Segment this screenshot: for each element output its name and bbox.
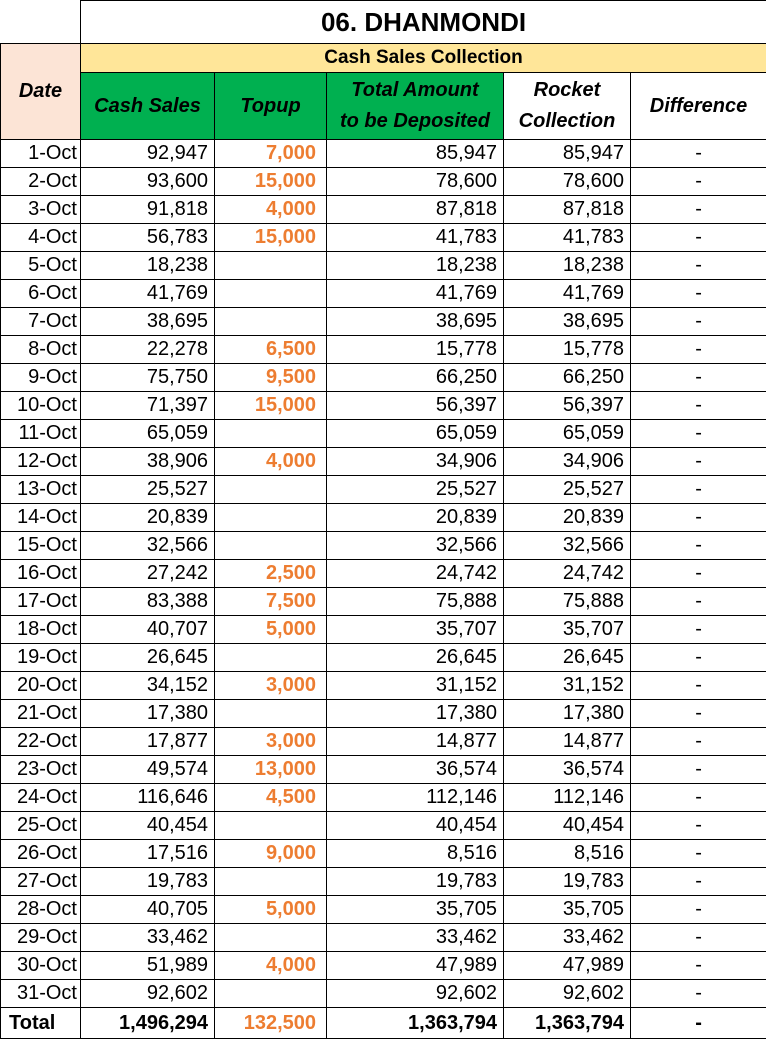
date-cell: 13-Oct xyxy=(1,476,81,504)
total-deposit-cell: 35,705 xyxy=(327,896,504,924)
topup-cell: 9,000 xyxy=(215,840,327,868)
table-row xyxy=(1,224,766,252)
rocket-collection-cell: 66,250 xyxy=(504,364,631,392)
date-cell: 27-Oct xyxy=(1,868,81,896)
topup-cell: 13,000 xyxy=(215,756,327,784)
table-row xyxy=(1,140,766,168)
cash-sales-cell: 51,989 xyxy=(81,952,215,980)
cash-sales-header: Cash Sales xyxy=(81,73,215,140)
total-row xyxy=(1,1008,766,1039)
rocket-collection-cell: 85,947 xyxy=(504,140,631,168)
rocket-collection-cell: 18,238 xyxy=(504,252,631,280)
rocket-collection-cell: 75,888 xyxy=(504,588,631,616)
table-row xyxy=(1,616,766,644)
difference-cell: - xyxy=(631,252,766,280)
cash-sales-cell: 38,695 xyxy=(81,308,215,336)
difference-cell: - xyxy=(631,336,766,364)
topup-cell xyxy=(215,280,327,308)
cash-sales-cell: 17,516 xyxy=(81,840,215,868)
topup-cell: 4,500 xyxy=(215,784,327,812)
difference-cell: - xyxy=(631,504,766,532)
topup-header: Topup xyxy=(215,73,327,140)
date-cell: 6-Oct xyxy=(1,280,81,308)
cash-sales-cell: 93,600 xyxy=(81,168,215,196)
total-deposit-cell: 26,645 xyxy=(327,644,504,672)
topup-cell xyxy=(215,812,327,840)
rocket-collection-cell: 15,778 xyxy=(504,336,631,364)
topup-cell xyxy=(215,924,327,952)
difference-cell: - xyxy=(631,532,766,560)
topup-cell xyxy=(215,532,327,560)
topup-cell: 4,000 xyxy=(215,196,327,224)
cash-sales-cell: 17,877 xyxy=(81,728,215,756)
topup-cell: 4,000 xyxy=(215,448,327,476)
rocket-collection-cell: 47,989 xyxy=(504,952,631,980)
date-cell: 5-Oct xyxy=(1,252,81,280)
rocket-collection-cell: 41,769 xyxy=(504,280,631,308)
sheet-title: 06. DHANMONDI xyxy=(81,1,766,44)
cash-sales-cell: 65,059 xyxy=(81,420,215,448)
table-row xyxy=(1,476,766,504)
cash-sales-cell: 32,566 xyxy=(81,532,215,560)
total-deposit-header xyxy=(327,73,504,140)
topup-cell: 15,000 xyxy=(215,168,327,196)
cash-sales-cell: 38,906 xyxy=(81,448,215,476)
rocket-collection-cell: 19,783 xyxy=(504,868,631,896)
difference-cell: - xyxy=(631,896,766,924)
rocket-collection-cell: 78,600 xyxy=(504,168,631,196)
difference-cell: - xyxy=(631,784,766,812)
table-row xyxy=(1,924,766,952)
date-cell: 31-Oct xyxy=(1,980,81,1008)
topup-cell xyxy=(215,252,327,280)
rocket-collection-cell: 20,839 xyxy=(504,504,631,532)
table-row xyxy=(1,952,766,980)
difference-cell: - xyxy=(631,812,766,840)
date-cell: 11-Oct xyxy=(1,420,81,448)
cash-sales-cell: 40,705 xyxy=(81,896,215,924)
total-deposit-header-line2: to be Deposited xyxy=(339,110,490,132)
date-cell: 22-Oct xyxy=(1,728,81,756)
table-row xyxy=(1,784,766,812)
rocket-collection-cell: 8,516 xyxy=(504,840,631,868)
difference-cell: - xyxy=(631,140,766,168)
section-subtitle: Cash Sales Collection xyxy=(81,44,766,73)
table-row xyxy=(1,448,766,476)
cash-sales-cell: 26,645 xyxy=(81,644,215,672)
table-row xyxy=(1,840,766,868)
topup-cell: 6,500 xyxy=(215,336,327,364)
topup-cell: 3,000 xyxy=(215,728,327,756)
table-row xyxy=(1,364,766,392)
rocket-collection-cell: 92,602 xyxy=(504,980,631,1008)
difference-cell: - xyxy=(631,700,766,728)
table-row xyxy=(1,728,766,756)
table-row xyxy=(1,644,766,672)
title-row xyxy=(1,1,766,44)
date-cell: 28-Oct xyxy=(1,896,81,924)
difference-cell: - xyxy=(631,868,766,896)
date-cell: 30-Oct xyxy=(1,952,81,980)
topup-cell: 15,000 xyxy=(215,392,327,420)
difference-cell: - xyxy=(631,588,766,616)
date-cell: 19-Oct xyxy=(1,644,81,672)
total-deposit-cell: 18,238 xyxy=(327,252,504,280)
difference-cell: - xyxy=(631,840,766,868)
total-difference: - xyxy=(631,1008,766,1039)
date-cell: 29-Oct xyxy=(1,924,81,952)
topup-cell xyxy=(215,980,327,1008)
total-deposit-cell: 66,250 xyxy=(327,364,504,392)
date-cell: 9-Oct xyxy=(1,364,81,392)
table-row xyxy=(1,532,766,560)
total-deposit-cell: 34,906 xyxy=(327,448,504,476)
date-cell: 18-Oct xyxy=(1,616,81,644)
total-deposit-cell: 8,516 xyxy=(327,840,504,868)
date-cell: 2-Oct xyxy=(1,168,81,196)
date-cell: 4-Oct xyxy=(1,224,81,252)
cash-sales-cell: 34,152 xyxy=(81,672,215,700)
total-deposit-cell: 17,380 xyxy=(327,700,504,728)
difference-cell: - xyxy=(631,728,766,756)
difference-cell: - xyxy=(631,924,766,952)
total-topup: 132,500 xyxy=(215,1008,327,1039)
topup-cell xyxy=(215,868,327,896)
difference-cell: - xyxy=(631,196,766,224)
rocket-collection-cell: 35,705 xyxy=(504,896,631,924)
rocket-collection-cell: 40,454 xyxy=(504,812,631,840)
rocket-collection-cell: 34,906 xyxy=(504,448,631,476)
rocket-collection-cell: 112,146 xyxy=(504,784,631,812)
cash-sales-cell: 116,646 xyxy=(81,784,215,812)
cash-sales-cell: 20,839 xyxy=(81,504,215,532)
difference-cell: - xyxy=(631,448,766,476)
total-deposit-cell: 92,602 xyxy=(327,980,504,1008)
topup-cell: 3,000 xyxy=(215,672,327,700)
rocket-collection-cell: 36,574 xyxy=(504,756,631,784)
difference-cell: - xyxy=(631,168,766,196)
difference-cell: - xyxy=(631,616,766,644)
difference-cell: - xyxy=(631,980,766,1008)
cash-sales-cell: 33,462 xyxy=(81,924,215,952)
total-deposit-cell: 75,888 xyxy=(327,588,504,616)
topup-cell: 15,000 xyxy=(215,224,327,252)
date-cell: 3-Oct xyxy=(1,196,81,224)
topup-cell: 5,000 xyxy=(215,896,327,924)
date-cell: 25-Oct xyxy=(1,812,81,840)
table-row xyxy=(1,560,766,588)
total-deposit-cell: 65,059 xyxy=(327,420,504,448)
date-cell: 15-Oct xyxy=(1,532,81,560)
date-cell: 7-Oct xyxy=(1,308,81,336)
difference-cell: - xyxy=(631,308,766,336)
rocket-collection-cell: 17,380 xyxy=(504,700,631,728)
difference-cell: - xyxy=(631,280,766,308)
difference-cell: - xyxy=(631,420,766,448)
topup-cell: 9,500 xyxy=(215,364,327,392)
cash-sales-cell: 40,454 xyxy=(81,812,215,840)
total-deposit-cell: 15,778 xyxy=(327,336,504,364)
total-deposit-cell: 14,877 xyxy=(327,728,504,756)
cash-sales-cell: 56,783 xyxy=(81,224,215,252)
cash-sales-cell: 92,602 xyxy=(81,980,215,1008)
difference-cell: - xyxy=(631,672,766,700)
rocket-header-line1: Rocket xyxy=(533,79,601,101)
topup-cell: 7,000 xyxy=(215,140,327,168)
total-deposit-cell: 56,397 xyxy=(327,392,504,420)
total-rocket-collection: 1,363,794 xyxy=(504,1008,631,1039)
total-cash-sales: 1,496,294 xyxy=(81,1008,215,1039)
cash-sales-cell: 92,947 xyxy=(81,140,215,168)
total-deposit-cell: 24,742 xyxy=(327,560,504,588)
date-cell: 16-Oct xyxy=(1,560,81,588)
cash-sales-cell: 83,388 xyxy=(81,588,215,616)
total-deposit-cell: 85,947 xyxy=(327,140,504,168)
table-row xyxy=(1,700,766,728)
total-deposit-cell: 33,462 xyxy=(327,924,504,952)
total-deposit-cell: 87,818 xyxy=(327,196,504,224)
rocket-collection-cell: 25,527 xyxy=(504,476,631,504)
rocket-collection-cell: 33,462 xyxy=(504,924,631,952)
date-cell: 14-Oct xyxy=(1,504,81,532)
subtitle-row xyxy=(1,44,766,73)
topup-cell xyxy=(215,700,327,728)
cash-sales-cell: 49,574 xyxy=(81,756,215,784)
table-row xyxy=(1,196,766,224)
table-row xyxy=(1,420,766,448)
rocket-collection-cell: 35,707 xyxy=(504,616,631,644)
total-deposit: 1,363,794 xyxy=(327,1008,504,1039)
total-label: Total xyxy=(1,1008,81,1039)
table-row xyxy=(1,980,766,1008)
table-row xyxy=(1,812,766,840)
total-deposit-cell: 25,527 xyxy=(327,476,504,504)
total-deposit-cell: 40,454 xyxy=(327,812,504,840)
total-deposit-cell: 36,574 xyxy=(327,756,504,784)
table-row xyxy=(1,308,766,336)
rocket-collection-header xyxy=(504,73,631,140)
blank-corner xyxy=(1,1,81,44)
table-row xyxy=(1,672,766,700)
rocket-collection-cell: 41,783 xyxy=(504,224,631,252)
total-deposit-cell: 78,600 xyxy=(327,168,504,196)
total-deposit-cell: 32,566 xyxy=(327,532,504,560)
total-deposit-header-line1: Total Amount xyxy=(351,79,479,101)
difference-cell: - xyxy=(631,756,766,784)
rocket-collection-cell: 14,877 xyxy=(504,728,631,756)
header-row xyxy=(1,73,766,140)
cash-sales-cell: 22,278 xyxy=(81,336,215,364)
topup-cell xyxy=(215,420,327,448)
rocket-collection-cell: 32,566 xyxy=(504,532,631,560)
rocket-collection-cell: 38,695 xyxy=(504,308,631,336)
rocket-collection-cell: 56,397 xyxy=(504,392,631,420)
difference-cell: - xyxy=(631,644,766,672)
table-row xyxy=(1,168,766,196)
total-deposit-cell: 35,707 xyxy=(327,616,504,644)
rocket-header-line2: Collection xyxy=(518,110,616,132)
topup-cell xyxy=(215,476,327,504)
table-row xyxy=(1,336,766,364)
cash-sales-cell: 17,380 xyxy=(81,700,215,728)
topup-cell xyxy=(215,308,327,336)
date-cell: 12-Oct xyxy=(1,448,81,476)
difference-cell: - xyxy=(631,364,766,392)
total-deposit-cell: 112,146 xyxy=(327,784,504,812)
date-cell: 21-Oct xyxy=(1,700,81,728)
difference-cell: - xyxy=(631,392,766,420)
rocket-collection-cell: 24,742 xyxy=(504,560,631,588)
rocket-collection-cell: 65,059 xyxy=(504,420,631,448)
difference-cell: - xyxy=(631,952,766,980)
table-row xyxy=(1,280,766,308)
topup-cell xyxy=(215,504,327,532)
date-cell: 20-Oct xyxy=(1,672,81,700)
cash-sales-cell: 40,707 xyxy=(81,616,215,644)
cash-sales-cell: 91,818 xyxy=(81,196,215,224)
table-row xyxy=(1,588,766,616)
difference-cell: - xyxy=(631,476,766,504)
cash-sales-cell: 18,238 xyxy=(81,252,215,280)
total-deposit-cell: 41,769 xyxy=(327,280,504,308)
total-deposit-cell: 19,783 xyxy=(327,868,504,896)
date-header: Date xyxy=(1,44,81,140)
total-deposit-cell: 47,989 xyxy=(327,952,504,980)
date-cell: 24-Oct xyxy=(1,784,81,812)
topup-cell: 2,500 xyxy=(215,560,327,588)
rocket-collection-cell: 87,818 xyxy=(504,196,631,224)
total-deposit-cell: 41,783 xyxy=(327,224,504,252)
table-row xyxy=(1,392,766,420)
topup-cell: 7,500 xyxy=(215,588,327,616)
date-cell: 17-Oct xyxy=(1,588,81,616)
cash-sales-cell: 75,750 xyxy=(81,364,215,392)
topup-cell: 4,000 xyxy=(215,952,327,980)
table-row xyxy=(1,504,766,532)
total-deposit-cell: 38,695 xyxy=(327,308,504,336)
table-row xyxy=(1,252,766,280)
rocket-collection-cell: 31,152 xyxy=(504,672,631,700)
difference-header: Difference xyxy=(631,73,766,140)
rocket-collection-cell: 26,645 xyxy=(504,644,631,672)
table-row xyxy=(1,896,766,924)
date-cell: 23-Oct xyxy=(1,756,81,784)
total-deposit-cell: 20,839 xyxy=(327,504,504,532)
cash-sales-cell: 71,397 xyxy=(81,392,215,420)
total-deposit-cell: 31,152 xyxy=(327,672,504,700)
date-cell: 8-Oct xyxy=(1,336,81,364)
date-cell: 26-Oct xyxy=(1,840,81,868)
cash-sales-cell: 19,783 xyxy=(81,868,215,896)
table-row xyxy=(1,756,766,784)
topup-cell: 5,000 xyxy=(215,616,327,644)
date-cell: 1-Oct xyxy=(1,140,81,168)
table-row xyxy=(1,868,766,896)
cash-sales-cell: 41,769 xyxy=(81,280,215,308)
difference-cell: - xyxy=(631,224,766,252)
topup-cell xyxy=(215,644,327,672)
date-cell: 10-Oct xyxy=(1,392,81,420)
cash-sales-cell: 27,242 xyxy=(81,560,215,588)
cash-sales-cell: 25,527 xyxy=(81,476,215,504)
difference-cell: - xyxy=(631,560,766,588)
